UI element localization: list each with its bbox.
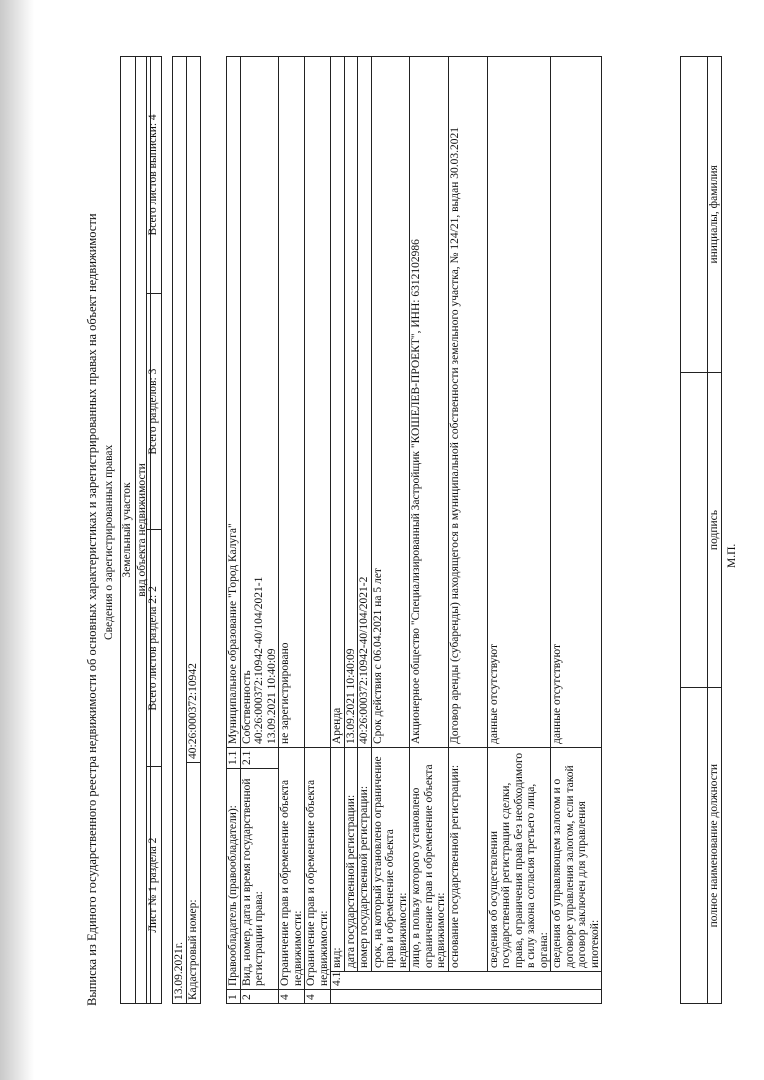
row-41-sub: 4.1 [331,972,602,990]
initials-caption: инициалы, фамилия [708,57,722,373]
sections-total: Всего разделов: 3 [147,293,162,530]
row-1-sub: 1.1 [227,748,241,769]
date-cadastral-table [172,56,201,1004]
encumbrance-term-value: Срок действия с 06.04.2021 на 5 лет [371,57,410,748]
encumbrance-number-value: 40:26:000372:10942-40/104/2021-2 [358,57,372,748]
encumbrance-number-label: номер государственной регистрации: [358,748,372,972]
row-2-reg-date: 13.09.2021 10:40:09 [265,648,278,744]
row-2-reg-number: 40:26:000372:10942-40/104/2021-1 [253,576,265,744]
cadastral-label: Кадастровый номер: [187,763,201,1004]
signature-caption: подпись [708,372,722,688]
encumbrance-kind-label: вид: [331,748,345,972]
cadastral-value: 40:26:000372:10942 [187,57,201,763]
row-4a-value: не зарегистрировано [279,57,305,748]
row-1-value: Муниципальное образование "Город Калуга" [227,57,241,748]
document-title: Выписка из Единого государственного реестра недвижимости об основных характеристиках и зарегистрированных правах на объект недвижимости [85,213,99,1006]
rights-table [226,56,602,1004]
sheet-info-table [146,56,162,1004]
object-type-value: Земельный участок [121,57,136,1004]
encumbrance-person-value: Акционерное общество "Специализированный Застройщик "КОШЕЛЕВ-ПРОЕКТ", ИНН: 6312102986 [410,57,449,748]
row-4b-label: Ограничение прав и обременение объекта недвижимости: [305,748,331,990]
row-4a-label: Ограничение прав и обременение объекта недвижимости: [279,748,305,990]
row-2-label: Вид, номер, дата и время государственной регистрации права: [240,769,279,990]
row-4a-num: 4 [279,990,305,1004]
row-2-sub: 2.1 [240,748,279,769]
extract-date: 13.09.2021г. [173,57,187,1004]
signature-table [680,56,722,1004]
encumbrance-consent-value: данные отсутствуют [487,57,551,748]
row-1-num: 1 [227,990,241,1004]
stamp-caption: М.П. [726,543,738,568]
encumbrance-pledge-label: сведения об управляющем залогом и о договоре управления залогом, если такой договор заключен для управления ипотекой: [551,748,602,972]
row-1-label: Правообладатель (правообладатели): [227,769,241,990]
encumbrance-kind-value: Аренда [331,57,345,748]
position-caption: полное наименование должности [708,688,722,1004]
row-2-num: 2 [240,990,279,1004]
sheets-total: Всего листов выписки: 4 [147,57,162,294]
object-type-caption: вид объекта недвижимости [136,57,151,1004]
encumbrance-person-label: лицо, в пользу которого установлено ограничение прав и обременение объекта недвижимости: [410,748,449,972]
encumbrance-basis-label: основание государственной регистрации: [448,748,487,972]
encumbrance-consent-label: сведения об осуществлении государственной регистрации сделки, права, ограничения права без необходимого в силу закона согласия третьего лица, органа: [487,748,551,972]
sheets-in-section: Всего листов раздела 2: 2 [147,530,162,767]
encumbrance-date-label: дата государственной регистрации: [344,748,358,972]
encumbrance-pledge-value: данные отсутствуют [551,57,602,748]
encumbrance-term-label: срок, на который установлено ограничение прав и обременение объекта недвижимости: [371,748,410,972]
encumbrance-date-value: 13.09.2021 10:40:09 [344,57,358,748]
encumbrance-basis-value: Договор аренды (субаренды) находящегося в муниципальной собственности земельного участка, № 124/21, выдан 30.03.2021 [448,57,487,748]
document-subtitle: Сведения о зарегистрированных правах [103,444,115,640]
row-4b-num: 4 [305,990,331,1004]
row-2-right-type: Собственность [240,670,253,744]
sheet-number: Лист № 1 раздела 2 [147,767,162,1004]
